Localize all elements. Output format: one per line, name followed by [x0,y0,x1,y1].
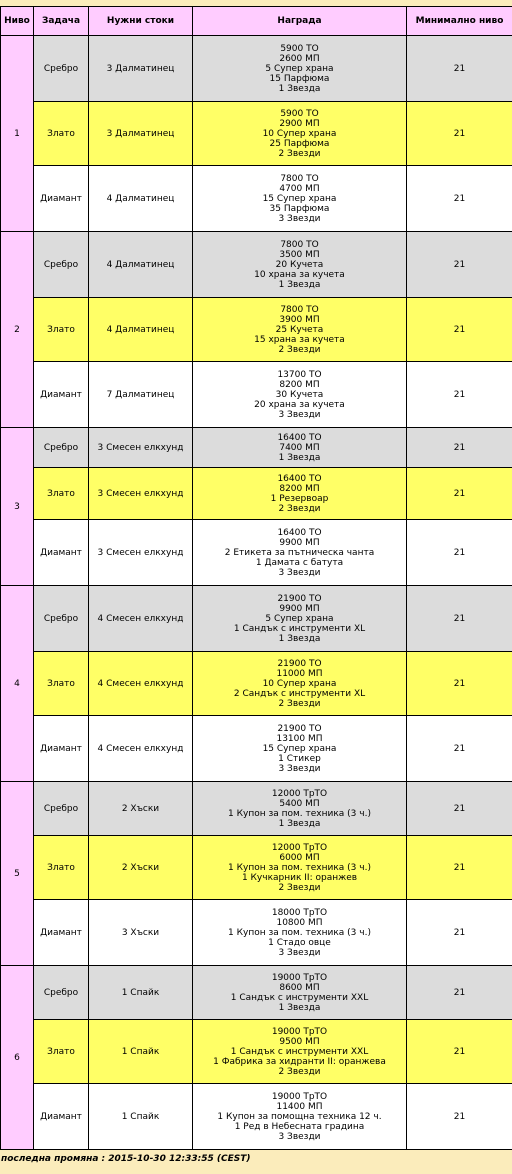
reward-line: 8600 МП [279,982,320,993]
reward-line: 1 Звезда [278,818,321,829]
min-level-cell: 21 [407,362,512,428]
reward-cell [193,782,407,836]
table-row [1,836,512,900]
reward-line: 15 Парфюма [269,73,330,84]
goods-cell: 1 Спайк [89,1020,193,1084]
reward-line: 3 Звезди [278,763,321,774]
table-row [1,298,512,362]
reward-cell [193,586,407,652]
task-cell: Злато [34,102,89,166]
reward-line: 25 Кучета [275,324,324,335]
min-level-cell: 21 [407,428,512,468]
reward-cell [193,836,407,900]
reward-line: 21900 ТО [277,723,322,734]
table-row [1,1084,512,1150]
reward-line: 1 Сандък с инструменти XXL [230,992,369,1003]
reward-cell [193,298,407,362]
table-row [1,1020,512,1084]
task-cell: Злато [34,652,89,716]
task-cell: Диамант [34,900,89,966]
reward-line: 1 Кучкарник II: оранжев [241,872,358,883]
task-cell: Сребро [34,36,89,102]
level-cell: 3 [1,428,34,586]
header-level: Ниво [1,7,34,36]
reward-line: 10 Супер храна [262,128,337,139]
reward-line: 1 Звезда [278,83,321,94]
reward-line: 1 Ред в Небесната градина [234,1121,365,1132]
quest-table [0,6,512,1150]
goods-cell: 3 Хъски [89,900,193,966]
table-row [1,362,512,428]
reward-line: 10 храна за кучета [254,269,345,280]
reward-line: 19000 ТрТО [271,1026,328,1037]
reward-line: 1 Купон за пом. техника (3 ч.) [228,862,371,873]
table-row [1,232,512,298]
table-row [1,652,512,716]
min-level-cell: 21 [407,298,512,362]
reward-line: 5900 ТО [280,108,319,119]
reward-line: 9500 МП [279,1036,320,1047]
reward-line: 20 храна за кучета [254,399,345,410]
reward-line: 1 Сандък с инструменти XXL [230,1046,369,1057]
reward-cell [193,652,407,716]
min-level-cell: 21 [407,586,512,652]
goods-cell: 1 Спайк [89,1084,193,1150]
reward-line: 1 Звезда [278,633,321,644]
reward-line: 10800 МП [276,917,323,928]
reward-line: 11000 МП [276,668,323,679]
task-cell: Диамант [34,362,89,428]
reward-line: 3 Звезди [278,947,321,958]
reward-line: 7800 ТО [280,173,319,184]
min-level-cell: 21 [407,468,512,520]
goods-cell: 3 Смесен елкхунд [89,428,193,468]
task-cell: Диамант [34,716,89,782]
reward-line: 4700 МП [279,183,320,194]
reward-cell [193,966,407,1020]
min-level-cell: 21 [407,1020,512,1084]
min-level-cell: 21 [407,520,512,586]
min-level-cell: 21 [407,102,512,166]
table-row [1,586,512,652]
reward-line: 3500 МП [279,249,320,260]
reward-line: 3 Звезди [278,567,321,578]
reward-line: 30 Кучета [275,389,324,400]
reward-line: 1 Фабрика за хидранти II: оранжева [213,1056,386,1067]
task-cell: Диамант [34,1084,89,1150]
reward-cell [193,102,407,166]
reward-line: 16400 ТО [277,527,322,538]
reward-line: 1 Стадо овце [268,937,331,948]
reward-cell [193,1020,407,1084]
header-min-level: Минимално ниво [407,7,512,36]
table-row [1,468,512,520]
reward-line: 3 Звезди [278,213,321,224]
reward-line: 9900 МП [279,603,320,614]
table-row [1,782,512,836]
reward-line: 1 Звезда [278,279,321,290]
task-cell: Сребро [34,586,89,652]
level-cell: 2 [1,232,34,428]
goods-cell: 3 Далматинец [89,102,193,166]
reward-line: 25 Парфюма [269,138,330,149]
reward-line: 21900 ТО [277,593,322,604]
reward-line: 5 Супер храна [265,63,334,74]
table-row [1,102,512,166]
goods-cell: 4 Далматинец [89,298,193,362]
table-row [1,520,512,586]
task-cell: Сребро [34,428,89,468]
reward-line: 5 Супер храна [265,613,334,624]
reward-line: 2 Звезди [278,882,321,893]
goods-cell: 7 Далматинец [89,362,193,428]
reward-cell [193,232,407,298]
min-level-cell: 21 [407,166,512,232]
reward-line: 15 храна за кучета [254,334,345,345]
goods-cell: 4 Далматинец [89,166,193,232]
reward-line: 13100 МП [276,733,323,744]
reward-cell [193,36,407,102]
reward-line: 19000 ТрТО [271,1091,328,1102]
header-task: Задача [34,7,89,36]
table-row [1,900,512,966]
min-level-cell: 21 [407,966,512,1020]
reward-line: 2 Етикета за пътническа чанта [224,547,375,558]
goods-cell: 4 Смесен елкхунд [89,652,193,716]
reward-line: 7400 МП [279,442,320,453]
reward-line: 1 Звезда [278,1002,321,1013]
header-reward: Награда [193,7,407,36]
reward-cell [193,428,407,468]
level-cell: 4 [1,586,34,782]
reward-line: 9900 МП [279,537,320,548]
reward-line: 1 Резервоар [270,493,329,504]
min-level-cell: 21 [407,900,512,966]
reward-line: 5900 ТО [280,43,319,54]
reward-line: 5400 МП [279,798,320,809]
reward-line: 1 Купон за помощна техника 12 ч. [217,1111,382,1122]
min-level-cell: 21 [407,652,512,716]
reward-line: 12000 ТрТО [271,788,328,799]
reward-line: 6000 МП [279,852,320,863]
task-cell: Диамант [34,166,89,232]
reward-line: 2 Звезди [278,503,321,514]
quest-table-body [1,36,512,1150]
reward-line: 1 Сандък с инструменти XL [233,623,366,634]
min-level-cell: 21 [407,232,512,298]
min-level-cell: 21 [407,782,512,836]
reward-line: 15 Супер храна [262,743,337,754]
min-level-cell: 21 [407,1084,512,1150]
reward-line: 8200 МП [279,483,320,494]
task-cell: Злато [34,836,89,900]
table-row [1,716,512,782]
task-cell: Диамант [34,520,89,586]
task-cell: Сребро [34,966,89,1020]
reward-cell [193,1084,407,1150]
goods-cell: 3 Смесен елкхунд [89,468,193,520]
reward-cell [193,520,407,586]
reward-line: 2 Сандък с инструменти XL [233,688,366,699]
reward-line: 2 Звезди [278,1066,321,1077]
reward-line: 1 Купон за пом. техника (3 ч.) [228,808,371,819]
reward-line: 1 Дамата с батута [255,557,344,568]
reward-line: 7800 ТО [280,304,319,315]
reward-line: 2 Звезди [278,344,321,355]
reward-line: 1 Звезда [278,452,321,463]
goods-cell: 2 Хъски [89,836,193,900]
table-row [1,166,512,232]
reward-line: 21900 ТО [277,658,322,669]
reward-line: 3900 МП [279,314,320,325]
goods-cell: 4 Смесен елкхунд [89,716,193,782]
reward-line: 10 Супер храна [262,678,337,689]
reward-line: 11400 МП [276,1101,323,1112]
reward-line: 19000 ТрТО [271,972,328,983]
task-cell: Сребро [34,782,89,836]
reward-line: 15 Супер храна [262,193,337,204]
reward-line: 3 Звезди [278,409,321,420]
reward-line: 3 Звезди [278,1131,321,1142]
reward-cell [193,900,407,966]
reward-cell [193,468,407,520]
goods-cell: 2 Хъски [89,782,193,836]
task-cell: Злато [34,298,89,362]
reward-cell [193,362,407,428]
task-cell: Злато [34,468,89,520]
task-cell: Злато [34,1020,89,1084]
reward-line: 20 Кучета [275,259,324,270]
goods-cell: 4 Смесен елкхунд [89,586,193,652]
goods-cell: 1 Спайк [89,966,193,1020]
reward-line: 7800 ТО [280,239,319,250]
goods-cell: 4 Далматинец [89,232,193,298]
level-cell: 5 [1,782,34,966]
table-row [1,428,512,468]
reward-line: 1 Стикер [278,753,321,764]
goods-cell: 3 Смесен елкхунд [89,520,193,586]
min-level-cell: 21 [407,36,512,102]
level-cell: 1 [1,36,34,232]
reward-line: 2900 МП [279,118,320,129]
reward-cell [193,166,407,232]
header-row [1,7,512,36]
reward-line: 18000 ТрТО [271,907,328,918]
header-goods: Нужни стоки [89,7,193,36]
reward-line: 8200 МП [279,379,320,390]
reward-line: 35 Парфюма [269,203,330,214]
reward-line: 2 Звезди [278,148,321,159]
reward-line: 13700 ТО [277,369,322,380]
reward-line: 2600 МП [279,53,320,64]
reward-line: 16400 ТО [277,473,322,484]
min-level-cell: 21 [407,716,512,782]
task-cell: Сребро [34,232,89,298]
table-row [1,966,512,1020]
reward-line: 1 Купон за пом. техника (3 ч.) [228,927,371,938]
reward-line: 2 Звезди [278,698,321,709]
level-cell: 6 [1,966,34,1150]
table-row [1,36,512,102]
reward-line: 12000 ТрТО [271,842,328,853]
min-level-cell: 21 [407,836,512,900]
last-modified: последна промяна : 2015-10-30 12:33:55 (CEST) [1,1154,251,1164]
reward-cell [193,716,407,782]
goods-cell: 3 Далматинец [89,36,193,102]
reward-line: 16400 ТО [277,432,322,443]
